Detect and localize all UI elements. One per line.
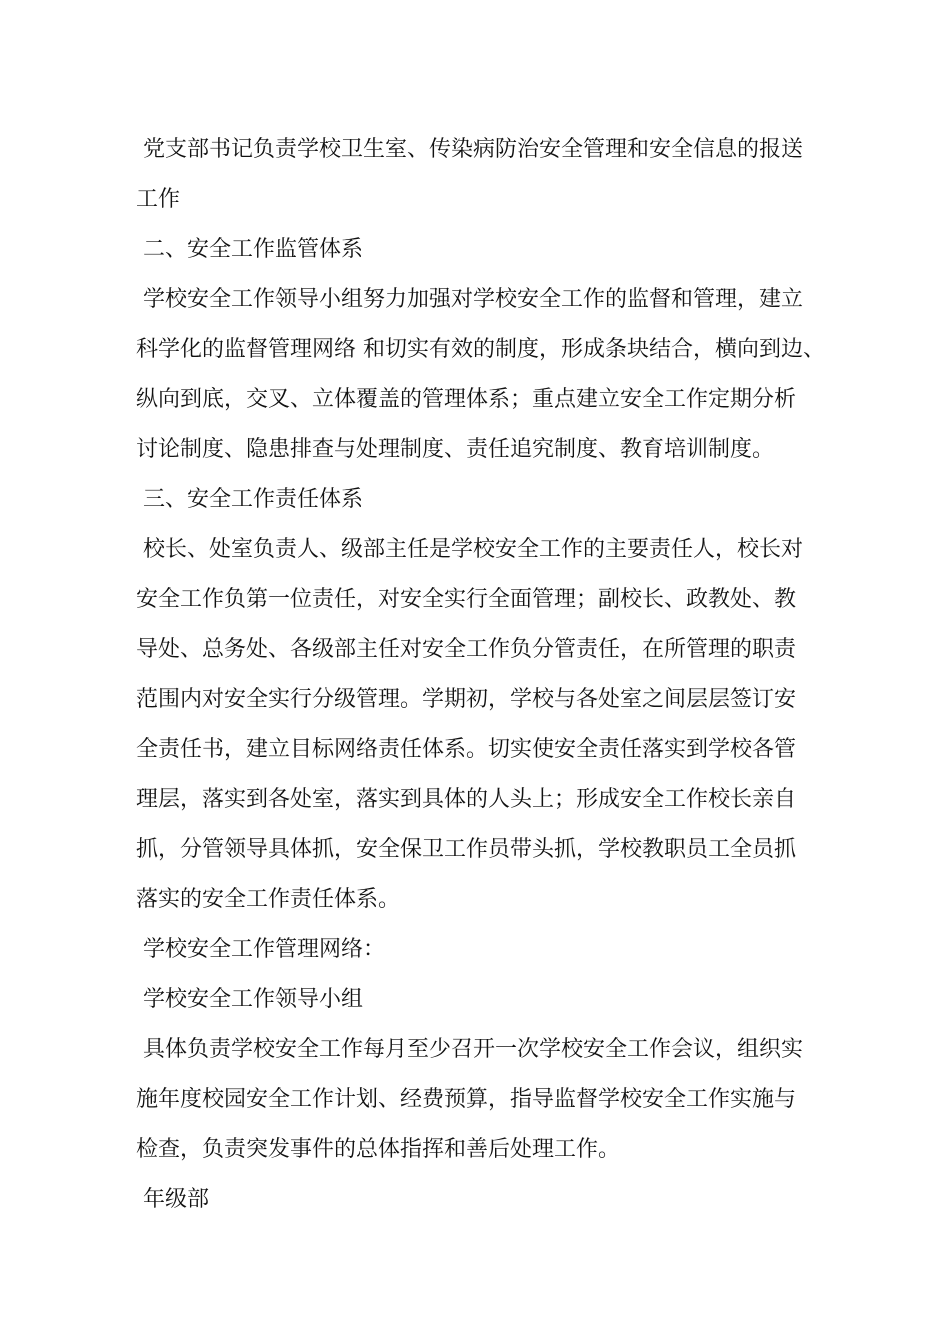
paragraph-line: 校长、处室负责人、级部主任是学校安全工作的主要责任人，校长对 bbox=[143, 537, 804, 562]
paragraph-line: 学校安全工作管理网络： bbox=[143, 937, 386, 962]
paragraph-line: 具体负责学校安全工作每月至少召开一次学校安全工作会议，组织实 bbox=[143, 1037, 804, 1062]
paragraph-line: 施年度校园安全工作计划、经费预算，指导监督学校安全工作实施与 bbox=[136, 1087, 797, 1112]
paragraph-line: 讨论制度、隐患排查与处理制度、责任追究制度、教育培训制度。 bbox=[136, 437, 775, 462]
paragraph-line: 全责任书，建立目标网络责任体系。切实使安全责任落实到学校各管 bbox=[136, 737, 797, 762]
paragraph-line: 科学化的监督管理网络 和切实有效的制度，形成条块结合，横向到边、 bbox=[136, 337, 825, 362]
paragraph-line: 落实的安全工作责任体系。 bbox=[136, 887, 401, 912]
paragraph-line: 学校安全工作领导小组 bbox=[143, 987, 364, 1012]
section-heading: 二、安全工作监管体系 bbox=[143, 237, 364, 262]
paragraph-line: 导处、总务处、各级部主任对安全工作负分管责任，在所管理的职责 bbox=[136, 637, 797, 662]
paragraph-line: 安全工作负第一位责任，对安全实行全面管理；副校长、政教处、教 bbox=[136, 587, 797, 612]
paragraph-line: 范围内对安全实行分级管理。学期初，学校与各处室之间层层签订安 bbox=[136, 687, 797, 712]
paragraph-line: 年级部 bbox=[143, 1187, 210, 1212]
paragraph-line: 工作 bbox=[136, 187, 181, 212]
paragraph-line: 党支部书记负责学校卫生室、传染病防治安全管理和安全信息的报送 bbox=[143, 137, 804, 162]
paragraph-line: 纵向到底，交叉、立体覆盖的管理体系；重点建立安全工作定期分析 bbox=[136, 387, 797, 412]
section-heading: 三、安全工作责任体系 bbox=[143, 487, 364, 512]
document-body bbox=[136, 125, 836, 1225]
paragraph-line: 学校安全工作领导小组努力加强对学校安全工作的监督和管理，建立 bbox=[143, 287, 804, 312]
paragraph-line: 理层，落实到各处室，落实到具体的人头上；形成安全工作校长亲自 bbox=[136, 787, 797, 812]
paragraph-line: 抓，分管领导具体抓，安全保卫工作员带头抓，学校教职员工全员抓 bbox=[136, 837, 797, 862]
paragraph-line: 检查，负责突发事件的总体指挥和善后处理工作。 bbox=[136, 1137, 621, 1162]
